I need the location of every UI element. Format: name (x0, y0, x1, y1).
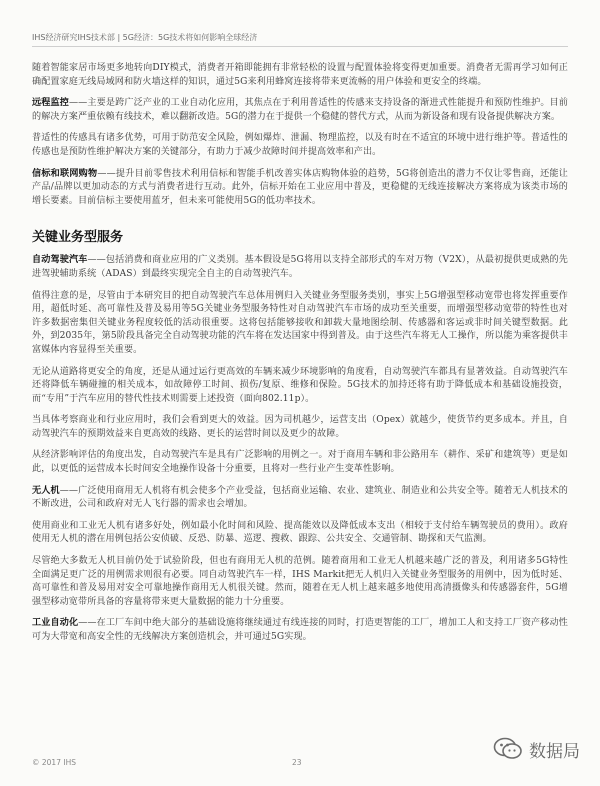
paragraph-drones-trials: 尽管绝大多数无人机目前仍处于试验阶段，但也有商用无人机的范例。随着商用和工业无人机越来越广泛的普及，利用诸多5G特性全面满足更广泛的用例需求则很有必要。同自动驾驶汽车一样，IHS Markit把无人机归入关键业务型服务的用例中，因为低时延、高可靠性和普及易用对安全可靠地操作商用无人机很关键。然而，随着在无人机上越来越多地使用高清摄像头和传感器套件，5G增强型移动宽带所具备的容量将带来更大量数据的能力十分重要。 (32, 556, 568, 607)
paragraph-sensing: 普适性的传感具有诸多优势，可用于防范安全风险，例如爆炸、泄漏、物理监控，以及有时在不适宜的环境中进行维护等。普适性的传感也是预防性维护解决方案的关键部分，有助力于减少故障时间并提高效率和产出。 (32, 133, 568, 157)
term-industrial-automation: 工业自动化 (32, 618, 79, 629)
section-title: 关键业务型服务 (32, 230, 124, 246)
term-beacons: 信标和联网购物 (32, 168, 98, 179)
watermark (493, 736, 580, 762)
paragraph-smart-home: 随着智能家居市场更多地转向DIY模式，消费者开箱即能拥有非常轻松的设置与配置体验将变得更加重要。消费者无需再学习如何正确配置家庭无线局域网和防火墙这样的知识，通过5G来利用蜂窝连接将带来更流畅的用户体验和更安全的终端。 (32, 63, 568, 87)
term-autonomous-vehicles: 自动驾驶汽车 (32, 255, 88, 266)
paragraph-drones-benefits: 使用商业和工业无人机有诸多好处，例如最小化时间和风险、提高能效以及降低成本支出（相较于支付给车辆驾驶员的费用）。政府使用无人机的潜在用例包括公安侦破、反恐、防暴、巡逻、搜救、跟踪、公共安全、交通管制、勘探和天气监测。 (32, 520, 568, 545)
wechat-bubble-icon (493, 736, 523, 762)
paragraph-remote-monitoring: 远程监控——主要是跨广泛产业的工业自动化应用，其焦点在于利用普适性的传感来支持设备的渐进式性能提升和预防性维护。目前的解决方案严重依赖有线技术，难以翻新改造。5G的潜力在于提供一个稳健的替代方式，从而为新设备和现有设备提供解决方案。 (32, 98, 569, 122)
footer-copyright: © 2017 IHS (32, 758, 76, 767)
paragraph-av-commercial: 当具体考察商业和行业应用时，我们会看到更大的效益。因为司机越少，运营支出（Opex）就越少，使货节约更多成本。并且，自动驾驶汽车的预期效益来自更高效的线路、更长的运营时间以及更少的故障。 (32, 415, 568, 439)
paragraph-beacons: 信标和联网购物——提升目前零售技术利用信标和智能手机改善实体店购物体验的趋势，5G将创造出的潜力不仅让零售商，还能让产品/品牌以更加动态的方式与消费者进行互动。此外，信标开始在工业应用中普及，更稳健的无线连接解决方案将成为该类市场的增长要素。目前信标主要使用蓝牙，但未来可能使用5G的低功率技术。 (32, 168, 569, 206)
header-breadcrumb: IHS经济研究IHS技术部 | 5G经济：5G技术将如何影响全球经济 (32, 33, 258, 42)
paragraph-drones: 无人机——广泛使用商用无人机将有机会使多个产业受益，包括商业运输、农业、建筑业、制造业和公共安全等。随着无人机技术的不断改进，公司和政府对无人飞行器的需求也会增加。 (32, 485, 568, 510)
term-drones: 无人机 (32, 485, 60, 496)
paragraph-industrial-automation: 工业自动化——在工厂车间中绝大部分的基础设施将继续通过有线连接的同时，打造更智能的工厂，增加工人和支持工厂资产移动性可为大带宽和高安全性的无线解决方案创造机会，并可通过5G实现。 (32, 618, 568, 642)
term-remote-monitoring: 远程监控 (32, 98, 69, 109)
paragraph-autonomous-vehicles: 自动驾驶汽车——包括消费和商业应用的广义类别。基本假设是5G将用以支持全部形式的车对万物（V2X），从最初提供更成熟的先进驾驶辅助系统（ADAS）到最终实现完全自主的自动驾驶汽车。 (32, 255, 568, 279)
paragraph-av-note: 值得注意的是，尽管由于本研究目的把自动驾驶汽车总体用例归入关键业务型服务类别，事实上5G增强型移动宽带也将发挥重要作用，超低时延、高可靠性及普及易用等5G关键业务型服务特性对自动驾驶汽车市场的成功至关重要，而增强型移动宽带的特性也对许多数据密集但关键业务程度较低的活动很重要。这将包括能够接收和卸载大量地图绘制、传感器和客运或非时间关键型数据。此外，到2035年，第5阶段具备完全自动驾驶功能的汽车将在发达国家中得到普及。由于这些汽车将无人工操作，所以能为乘客提供丰富媒体内容显得至关重要。 (32, 290, 568, 355)
header-divider (32, 46, 568, 47)
page-number: 23 (292, 758, 302, 767)
watermark-label: 数据局 (529, 741, 580, 762)
paragraph-av-economic: 从经济影响评估的角度出发，自动驾驶汽车是具有广泛影响的用例之一。对于商用车辆和非公路用车（耕作、采矿和建筑等）更是如此，以更低的运营成本长时间安全地操作设备十分重要，且将对一些行业产生变革性影响。 (32, 450, 568, 475)
main-content (32, 62, 568, 653)
paragraph-av-safety: 无论从道路将更安全的角度，还是从通过运行更高效的车辆来减少环境影响的角度看，自动驾驶汽车都具有显著效益。自动驾驶汽车还将降低车辆碰撞的相关成本，如故障停工时间、损伤/复原、维修和保险。5G技术的加持还将有助于降低成本和基础设施投资，而“专用”于汽车应用的替代性技术则需要上述投资（面向802.11p）。 (32, 366, 568, 404)
